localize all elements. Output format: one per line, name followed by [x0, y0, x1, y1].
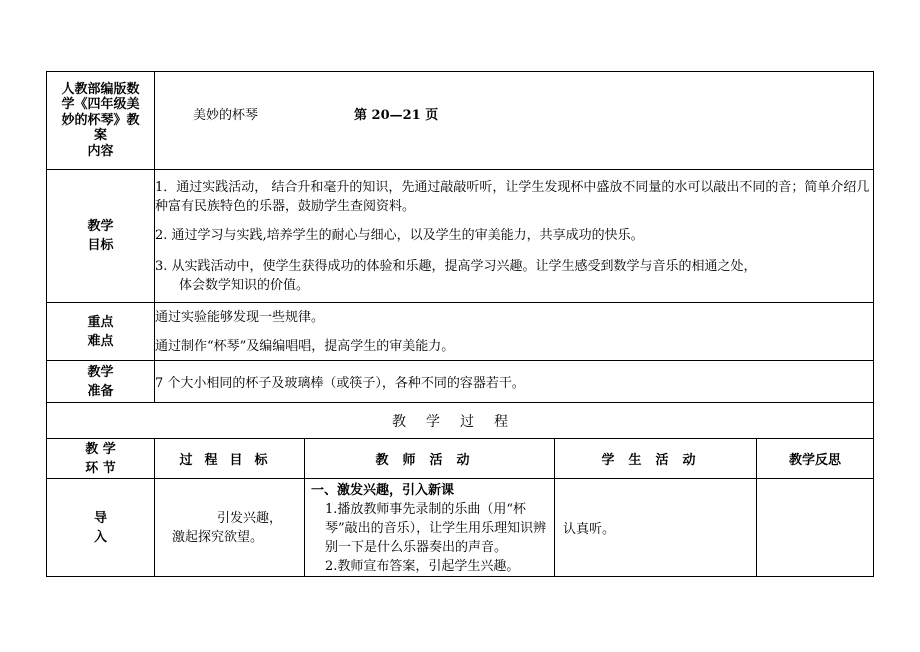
- goal-item-3: 3. 从实践活动中，使学生获得成功的体验和乐趣，提高学习兴趣。让学生感受到数学与音乐的相通之处，: [155, 258, 757, 274]
- preparation-cell: 7 个大小相同的杯子及玻璃棒（或筷子），各种不同的容器若干。: [155, 361, 874, 403]
- process-section-title: 教学过程: [47, 403, 874, 439]
- goals-cell: [155, 170, 874, 303]
- stage-line: 导: [93, 510, 107, 526]
- process-goal-line: 激起探究欲望。: [171, 529, 263, 545]
- content-value-cell: [155, 72, 874, 170]
- goals-row: [47, 170, 874, 303]
- content-label-line: 内容: [87, 143, 114, 159]
- goals-label-line: 目标: [87, 238, 114, 253]
- stage-column-header: [47, 439, 155, 479]
- content-row: [47, 72, 874, 170]
- goal-item-1: 1．通过实践活动， 结合升和毫升的知识，先通过敲敲听听，让学生发现杯中盛放不同量的水可以敲出不同的音；简单介绍几种富有民族特色的乐器，鼓励学生查阅资料。: [155, 179, 870, 214]
- key-points-row: [47, 303, 874, 361]
- content-label-cell: [47, 72, 155, 170]
- key-points-cell: [155, 303, 874, 361]
- stage-header-line: 教 学: [85, 441, 116, 457]
- preparation-label-line: 准备: [87, 383, 114, 399]
- reflection-cell: [757, 479, 874, 577]
- goals-label-cell: [47, 170, 155, 303]
- process-goal-cell: [155, 479, 305, 577]
- preparation-row: [47, 361, 874, 403]
- teacher-activity-heading: 一、激发兴趣，引入新课: [311, 483, 455, 498]
- stage-cell: [47, 479, 155, 577]
- preparation-label-line: 教学: [87, 364, 114, 380]
- lesson-plan-table: [46, 71, 874, 577]
- process-row: [47, 479, 874, 577]
- key-points-label-cell: [47, 303, 155, 361]
- student-activity-cell: 认真听。: [555, 479, 757, 577]
- process-title-row: [47, 403, 874, 439]
- page-range: 第 20—21 页: [354, 108, 439, 123]
- content-label-line: 人教部编版数: [61, 81, 140, 97]
- content-label-line: 案: [93, 128, 107, 144]
- process-goal-line: 引发兴趣，: [216, 510, 282, 526]
- teacher-activity-column-header: 教师活动: [305, 439, 555, 479]
- reflection-column-header: 教学反思: [757, 439, 874, 479]
- process-goal-column-header: 过程目标: [155, 439, 305, 479]
- key-points-label-line: 难点: [87, 333, 114, 349]
- goal-item-2: 2. 通过学习与实践,培养学生的耐心与细心，以及学生的审美能力，共享成功的快乐。: [155, 227, 644, 243]
- student-activity-column-header: 学生活动: [555, 439, 757, 479]
- stage-line: 入: [93, 529, 107, 545]
- teacher-activity-step-1: 1.播放教师事先录制的乐曲（用“杯琴”敲出的音乐），让学生用乐理知识辨别一下是什么乐器奏出的声音。: [325, 502, 547, 555]
- goals-label-line: 教学: [87, 219, 114, 234]
- preparation-label-cell: [47, 361, 155, 403]
- teacher-activity-step-2: 2.教师宣布答案，引起学生兴趣。: [325, 559, 520, 574]
- process-header-row: [47, 439, 874, 479]
- teacher-activity-cell: [305, 479, 555, 577]
- key-point-1: 通过实验能够发现一些规律。: [155, 309, 325, 325]
- key-points-label-line: 重点: [87, 314, 114, 330]
- lesson-title: 美妙的杯琴: [193, 108, 259, 123]
- content-label-line: 妙的杯琴》教: [61, 112, 140, 128]
- content-label-line: 学《四年级美: [61, 97, 140, 113]
- goal-item-3-continued: 体会数学知识的价值。: [179, 277, 310, 293]
- key-point-2: 通过制作“杯琴”及编编唱唱，提高学生的审美能力。: [155, 338, 455, 354]
- stage-header-line: 环 节: [85, 460, 116, 476]
